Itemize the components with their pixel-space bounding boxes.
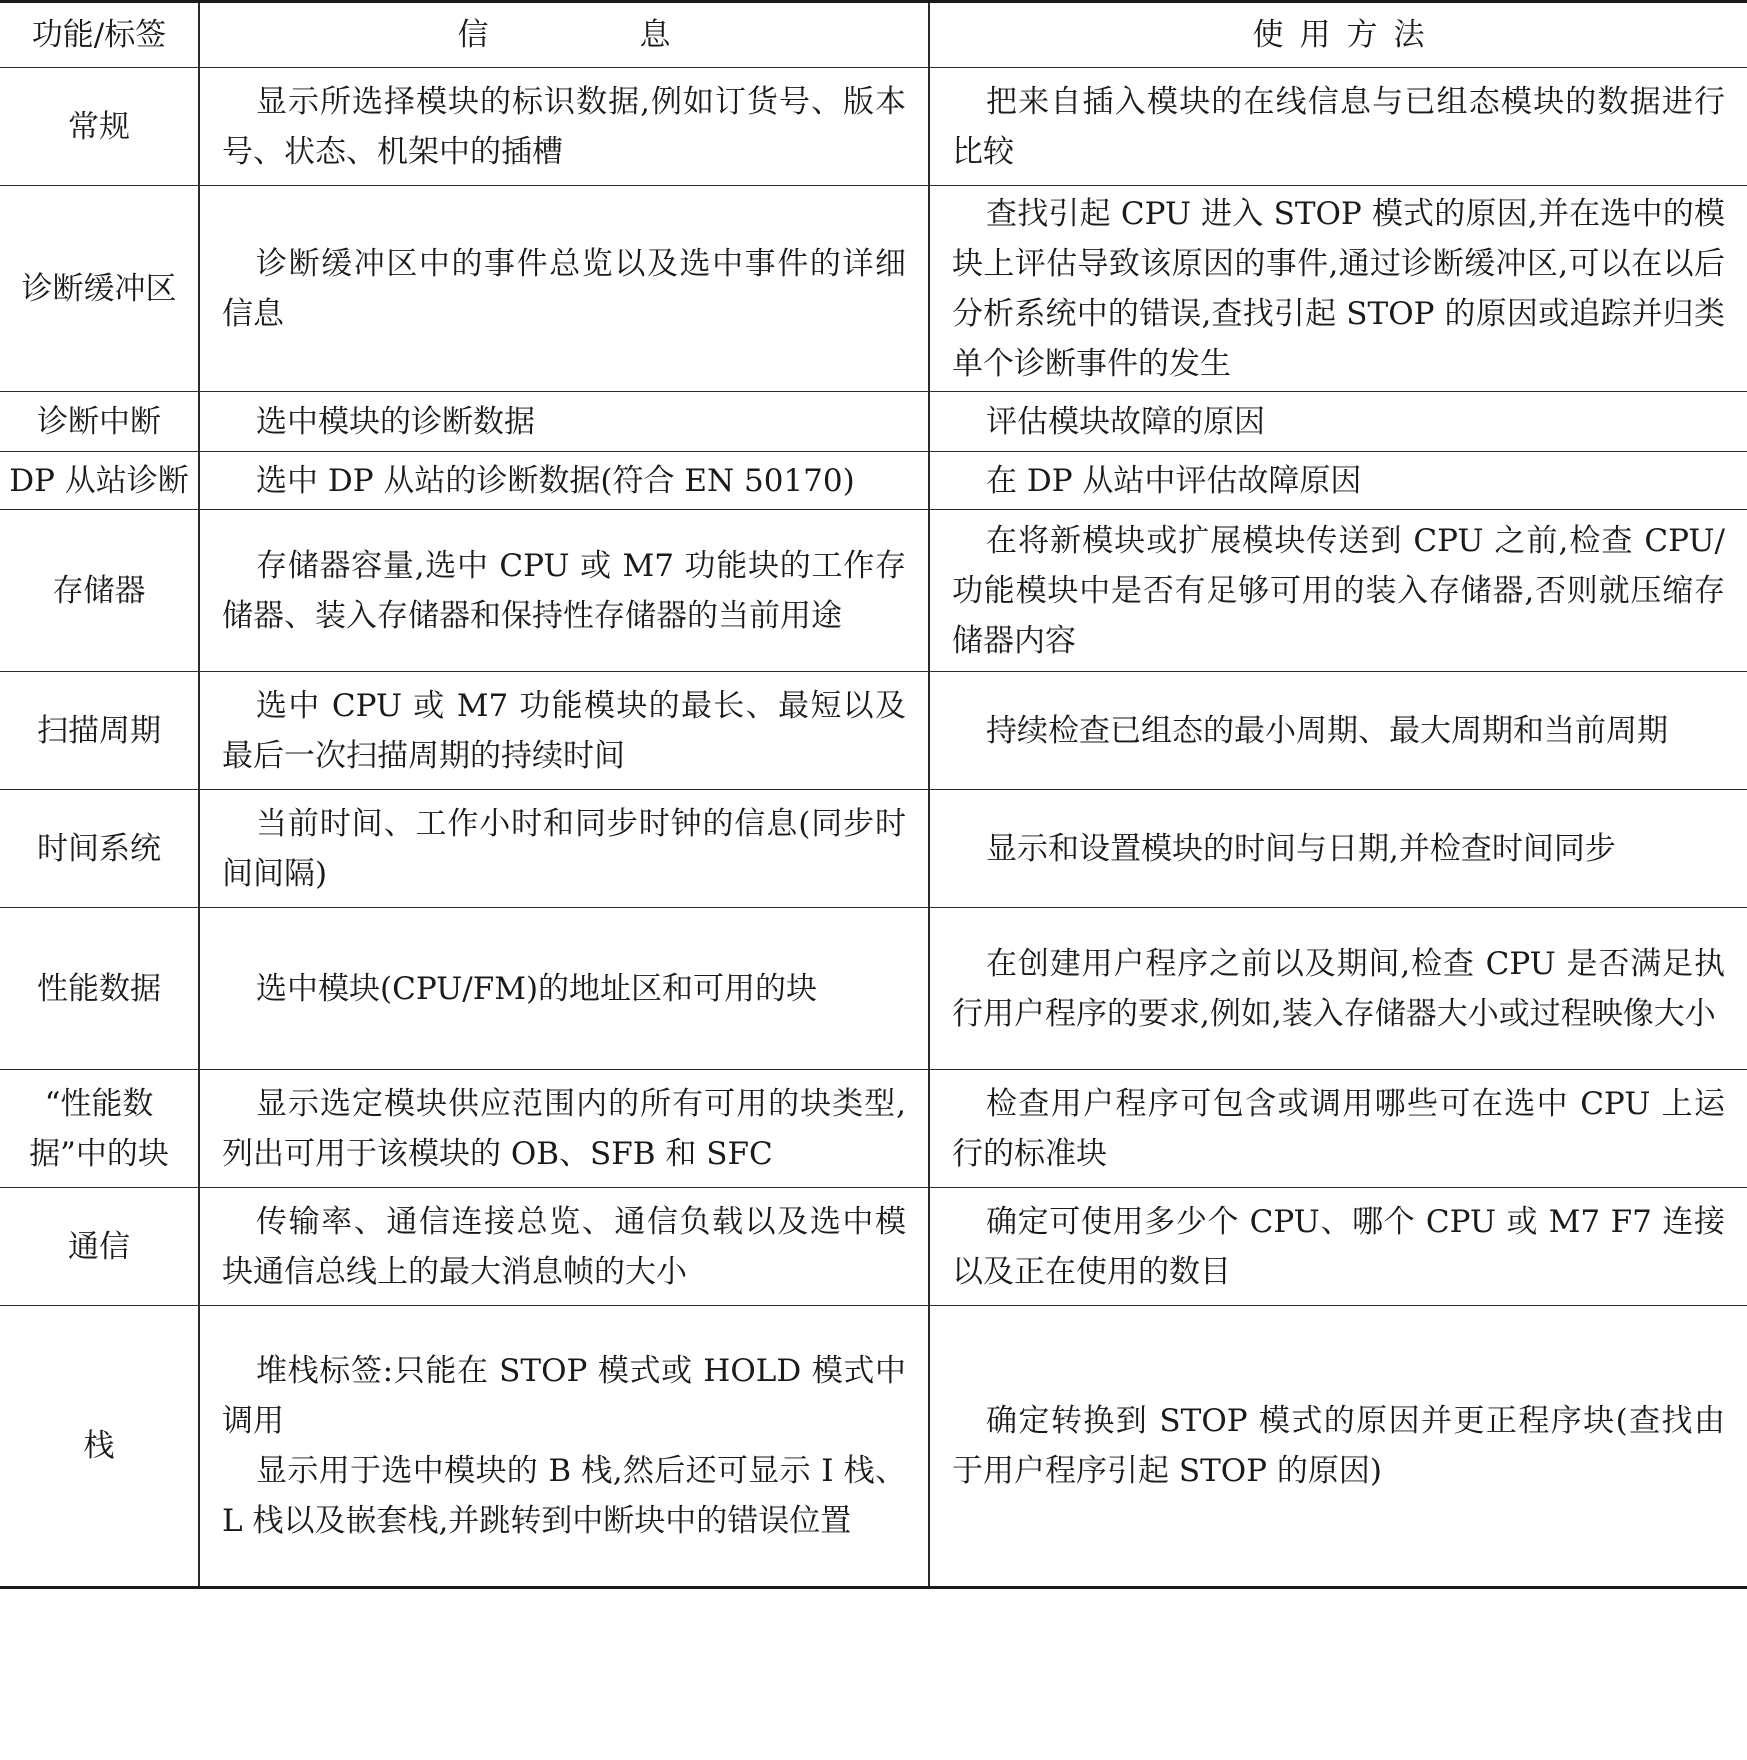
usage-text: 查找引起 CPU 进入 STOP 模式的原因,并在选中的模块上评估导致该原因的事件,通过诊断缓冲区,可以在以后分析系统中的错误,查找引起 STOP 的原因或追踪并归类单个诊断事件的发生 <box>952 195 1725 382</box>
info-text: 传输率、通信连接总览、通信负载以及选中模块通信总线上的最大消息帧的大小 <box>222 1203 906 1290</box>
usage-text: 在创建用户程序之前以及期间,检查 CPU 是否满足执行用户程序的要求,例如,装入存储器大小或过程映像大小 <box>952 945 1725 1032</box>
row-label: 常规 <box>0 68 199 186</box>
row-label: 诊断中断 <box>0 392 199 452</box>
row-info <box>199 186 929 392</box>
row-usage <box>929 672 1747 790</box>
row-label: 时间系统 <box>0 790 199 908</box>
usage-text: 评估模块故障的原因 <box>986 403 1265 440</box>
row-info <box>199 908 929 1070</box>
usage-text: 显示和设置模块的时间与日期,并检查时间同步 <box>986 830 1616 867</box>
row-info <box>199 1070 929 1188</box>
usage-text: 把来自插入模块的在线信息与已组态模块的数据进行比较 <box>952 83 1725 170</box>
usage-text: 在将新模块或扩展模块传送到 CPU 之前,检查 CPU/功能模块中是否有足够可用的装入存储器,否则就压缩存储器内容 <box>952 522 1725 659</box>
row-label: 诊断缓冲区 <box>0 186 199 392</box>
header-info: 信 息 <box>199 2 929 68</box>
row-label: 通信 <box>0 1188 199 1306</box>
info-text: 显示用于选中模块的 B 栈,然后还可显示 I 栈、L 栈以及嵌套栈,并跳转到中断块中的错误位置 <box>222 1453 906 1539</box>
row-label: 扫描周期 <box>0 672 199 790</box>
row-usage <box>929 510 1747 672</box>
info-text: 选中 CPU 或 M7 功能模块的最长、最短以及最后一次扫描周期的持续时间 <box>222 687 906 774</box>
usage-text: 在 DP 从站中评估故障原因 <box>986 462 1362 499</box>
table-row <box>0 186 1747 392</box>
info-text: 当前时间、工作小时和同步时钟的信息(同步时间间隔) <box>222 805 906 892</box>
row-label: DP 从站诊断 <box>0 452 199 510</box>
row-info <box>199 1306 929 1588</box>
header-function-label: 功能/标签 <box>0 2 199 68</box>
row-info <box>199 672 929 790</box>
info-text: 堆栈标签:只能在 STOP 模式或 HOLD 模式中调用 <box>222 1353 906 1439</box>
info-text: 诊断缓冲区中的事件总览以及选中事件的详细信息 <box>222 245 906 332</box>
row-info <box>199 452 929 510</box>
row-info <box>199 1188 929 1306</box>
row-label: 栈 <box>0 1306 199 1588</box>
row-usage <box>929 1306 1747 1588</box>
row-usage <box>929 790 1747 908</box>
table-row <box>0 1306 1747 1588</box>
row-label: “性能数据”中的块 <box>0 1070 199 1188</box>
row-info <box>199 392 929 452</box>
info-text: 显示选定模块供应范围内的所有可用的块类型,列出可用于该模块的 OB、SFB 和 SFC <box>222 1085 906 1172</box>
usage-text: 确定可使用多少个 CPU、哪个 CPU 或 M7 F7 连接以及正在使用的数目 <box>952 1203 1725 1290</box>
info-text: 选中模块(CPU/FM)的地址区和可用的块 <box>256 970 818 1007</box>
info-text: 显示所选择模块的标识数据,例如订货号、版本号、状态、机架中的插槽 <box>222 83 906 170</box>
table-header <box>0 2 1747 68</box>
usage-text: 检查用户程序可包含或调用哪些可在选中 CPU 上运行的标准块 <box>952 1085 1725 1172</box>
table-row <box>0 1188 1747 1306</box>
info-text: 选中 DP 从站的诊断数据(符合 EN 50170) <box>256 462 855 499</box>
row-info <box>199 790 929 908</box>
row-usage <box>929 1070 1747 1188</box>
table-row <box>0 790 1747 908</box>
info-text: 存储器容量,选中 CPU 或 M7 功能块的工作存储器、装入存储器和保持性存储器的当前用途 <box>222 547 906 634</box>
row-label: 性能数据 <box>0 908 199 1070</box>
row-usage <box>929 1188 1747 1306</box>
table-row <box>0 1070 1747 1188</box>
usage-text: 持续检查已组态的最小周期、最大周期和当前周期 <box>986 712 1668 749</box>
header-usage: 使用方法 <box>929 2 1747 68</box>
info-text: 选中模块的诊断数据 <box>256 403 535 440</box>
row-info <box>199 68 929 186</box>
table-row <box>0 908 1747 1070</box>
row-label: 存储器 <box>0 510 199 672</box>
row-usage <box>929 68 1747 186</box>
table-row <box>0 392 1747 452</box>
table-row <box>0 672 1747 790</box>
row-usage <box>929 452 1747 510</box>
header-row <box>0 2 1747 68</box>
table-row <box>0 452 1747 510</box>
row-usage <box>929 392 1747 452</box>
row-usage <box>929 908 1747 1070</box>
row-usage <box>929 186 1747 392</box>
usage-text: 确定转换到 STOP 模式的原因并更正程序块(查找由于用户程序引起 STOP 的原因) <box>952 1403 1725 1489</box>
table-row <box>0 68 1747 186</box>
table-row <box>0 510 1747 672</box>
table-body <box>0 68 1747 1588</box>
row-info <box>199 510 929 672</box>
